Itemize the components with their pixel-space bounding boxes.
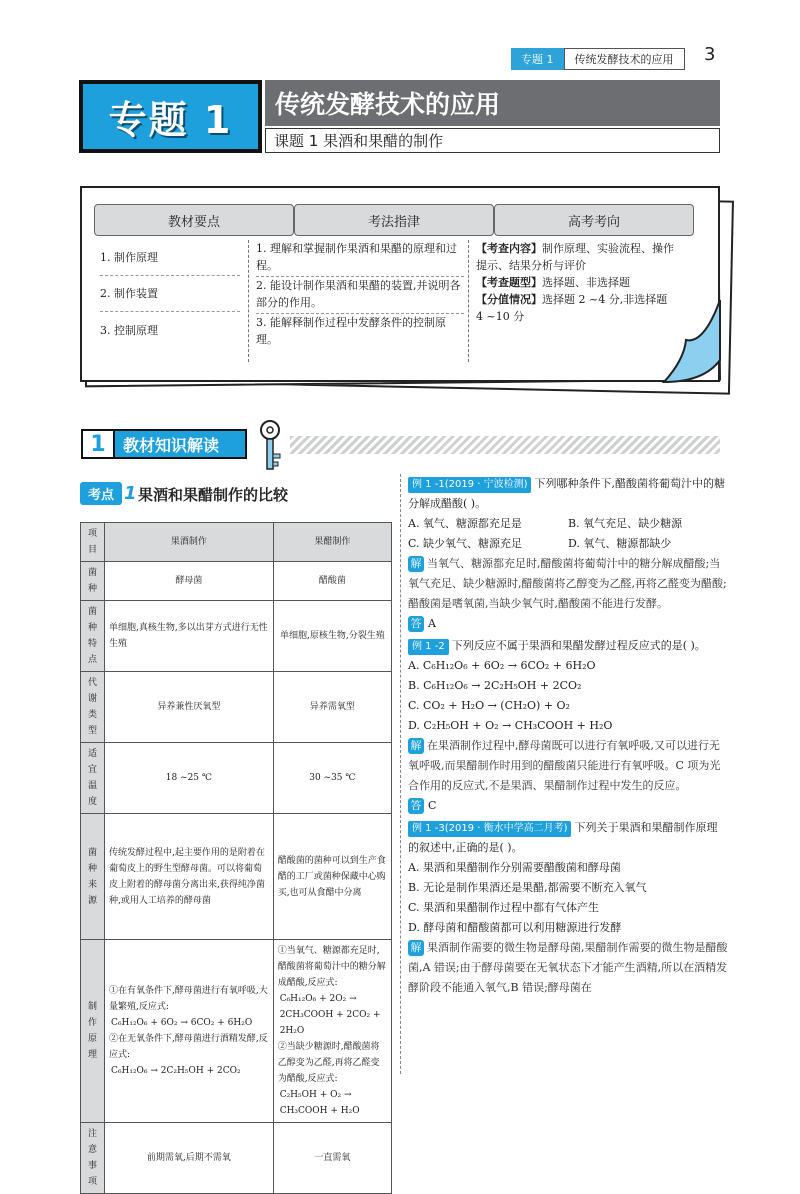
section-title: 教材知识解读: [123, 435, 220, 455]
kaodian-label: 考点: [80, 482, 122, 505]
overview-guide-item: 2. 能设计制作果酒和果醋的装置,并说明各部分的作用。: [256, 277, 464, 314]
table-row: 菌种 酵母菌 醋酸菌: [81, 562, 392, 601]
table-row: 菌种特点 单细胞,真核生物,多以出芽方式进行无性生殖 单细胞,原核生物,分裂生殖: [81, 601, 392, 672]
overview-exam: [476, 240, 676, 325]
kaodian-tag: [80, 482, 137, 504]
table-header: 项目: [81, 523, 105, 562]
explain-icon: 解: [408, 556, 424, 572]
overview-guide-item: 3. 能解释制作过程中发酵条件的控制原理。: [256, 316, 446, 346]
key-icon: [248, 418, 292, 472]
overview-header-exam: 高考考向: [494, 204, 694, 236]
example-tag: 例 1 -2: [408, 639, 449, 655]
example-explanation: 解 在果酒制作过程中,酵母菌既可以进行有氧呼吸,又可以进行无氧呼吸,而果醋制作时用到的醋酸菌只能进行有氧呼吸。C 项为光合作用的反应式,不是果酒、果醋制作过程中发生的反应。: [408, 739, 721, 792]
example-stem: 下列反应不属于果酒和果醋发酵过程反应式的是( )。: [451, 639, 706, 652]
chapter-block: [79, 80, 262, 153]
overview-point: 3. 控制原理: [100, 323, 158, 337]
examples-column: [408, 474, 728, 1000]
overview-point: 1. 制作原理: [100, 240, 240, 276]
table-row: 注意事项 前期需氧,后期不需氧 一直需氧: [81, 1123, 392, 1194]
overview-header: [94, 204, 694, 236]
table-row: 代谢类型 异养兼性厌氧型 异养需氧型: [81, 672, 392, 743]
overview-exam-item: 【考查内容】制作原理、实验流程、操作提示、结果分析与评价: [476, 242, 674, 272]
answer-icon: 答: [408, 616, 424, 632]
table-header-row: [81, 523, 392, 562]
example-1-3: 例 1 -3(2019 · 衡水中学高二月考) 下列关于果酒和果醋制作原理的叙述中,正确的是( )。 A. 果酒和果醋制作分别需要醋酸菌和酵母菌 B. 无论是制作果酒还是果醋,都需要不断充入氧气 C. 果酒和果醋制作过程中都有气体产生 D. 酵母菌和醋酸菌都可以利用糖源进行发酵 解 果酒制作需要的微生物是酵母菌,果醋制作需要的微生物是醋酸菌,A 错误;由于酵母菌要在无氧状态下才能产生酒精,所以在酒精发酵阶段不能通入氧气,B 错误;酵母菌在: [408, 818, 728, 998]
table-row-principle: 制作原理 ①在有氧条件下,酵母菌进行有氧呼吸,大量繁殖,反应式: C₆H₁₂O₆ + 6O₂ → 6CO₂ + 6H₂O ②在无氧条件下,酵母菌进行酒精发酵,反应式: C₆H₁₂O₆ → 2C₂H₅OH + 2CO₂ ①当氧气、糖源都充足时,醋酸菌将葡萄汁中的糖分解成醋酸,反应式: C₆H₁₂O₆ + 2O₂ → 2CH₃COOH + 2CO₂ + 2H₂O ②当缺少糖源时,醋酸菌将乙醇变为乙醛,再将乙醛变为醋酸,反应式: C₂H₅OH + O₂ → CH₃COOH + H₂O: [81, 940, 392, 1123]
overview-divider: [248, 240, 249, 362]
section-stripe: [290, 436, 720, 454]
kaodian-title: 果酒和果醋制作的比较: [138, 486, 289, 504]
example-stem: 下列关于果酒和果醋制作原理的叙述中,正确的是( )。: [408, 821, 718, 854]
example-1-1: 例 1 -1(2019 · 宁波检测) 下列哪种条件下,醋酸菌将葡萄汁中的糖分解成醋酸( )。 A. 氧气、糖源都充足是 B. 氧气充足、缺少糖源 C. 缺少氧气、糖源充足 D. 氧气、糖源都缺少 解 当氧气、糖源都充足时,醋酸菌将葡萄汁中的糖分解成醋酸;当氧气充足、缺少糖源时,醋酸菌将乙醇变为乙醛,再将乙醛变为醋酸;醋酸菌是嗜氧菌,当缺少氧气时,醋酸菌不能进行发酵。 答 A: [408, 474, 728, 634]
comparison-table: [80, 522, 392, 1194]
example-tag: 例 1 -1(2019 · 宁波检测): [408, 477, 531, 493]
chapter-number: 专题 1: [108, 98, 233, 142]
overview-guide-item: 1. 理解和掌握制作果酒和果醋的原理和过程。: [256, 240, 464, 277]
overview-point: 2. 制作装置: [100, 276, 240, 312]
example-answer: 答 A: [408, 614, 728, 634]
section-heading: [81, 429, 247, 459]
kaodian-number: 1: [124, 482, 137, 504]
overview-points: [100, 240, 240, 348]
page-number: 3: [704, 44, 716, 65]
column-divider: [400, 474, 401, 1074]
overview-guide: [256, 240, 464, 348]
explain-icon: 解: [408, 940, 424, 956]
example-explanation: 解 当氧气、糖源都充足时,醋酸菌将葡萄汁中的糖分解成醋酸;当氧气充足、缺少糖源时,醋酸菌将乙醇变为乙醛,再将乙醛变为醋酸;醋酸菌是嗜氧菌,当缺少氧气时,醋酸菌不能进行发酵。: [408, 557, 727, 610]
overview-exam-item: 【分值情况】选择题 2 ~4 分,非选择题 4 ~10 分: [476, 293, 668, 323]
example-explanation: 解 果酒制作需要的微生物是酵母菌,果醋制作需要的微生物是醋酸菌,A 错误;由于酵母菌要在无氧状态下才能产生酒精,所以在酒精发酵阶段不能通入氧气,B 错误;酵母菌在: [408, 941, 728, 994]
overview-header-guide: 考法指津: [294, 204, 494, 236]
chapter-title: 传统发酵技术的应用: [275, 90, 501, 119]
table-row: 适宜温度 18 ~25 ℃ 30 ~35 ℃: [81, 743, 392, 814]
table-header: 果酒制作: [105, 523, 274, 562]
table-header: 果醋制作: [273, 523, 391, 562]
running-header: [511, 48, 685, 70]
running-header-title: 传统发酵技术的应用: [564, 48, 685, 70]
example-stem: 下列哪种条件下,醋酸菌将葡萄汁中的糖分解成醋酸( )。: [408, 477, 725, 510]
example-tag: 例 1 -3(2019 · 衡水中学高二月考): [408, 821, 571, 837]
table-row: 菌种来源 传统发酵过程中,起主要作用的是附着在葡萄皮上的野生型酵母菌。可以将葡萄皮上附着的酵母菌分离出来,获得纯净菌种,或用人工培养的酵母菌 醋酸菌的菌种可以到生产食醋的工厂或菌种保藏中心购买,也可从食醋中分离: [81, 814, 392, 940]
chapter-title-bar: [265, 80, 720, 126]
explain-icon: 解: [408, 738, 424, 754]
example-1-2: 例 1 -2 下列反应不属于果酒和果醋发酵过程反应式的是( )。 A. C₆H₁₂O₆ + 6O₂ → 6CO₂ + 6H₂O B. C₆H₁₂O₆ → 2C₂H₅OH + 2CO₂ C. CO₂ + H₂O → (CH₂O) + O₂ D. C₂H₅OH + O₂ → CH₃COOH + H₂O 解 在果酒制作过程中,酵母菌既可以进行有氧呼吸,又可以进行无氧呼吸,而果醋制作时用到的醋酸菌只能进行有氧呼吸。C 项为光合作用的反应式,不是果酒、果醋制作过程中发生的反应。 答 C: [408, 636, 728, 816]
lesson-title: 课题 1 果酒和果醋的制作: [265, 128, 720, 153]
overview-exam-item: 【考查题型】选择题、非选择题: [476, 276, 630, 289]
answer-icon: 答: [408, 798, 424, 814]
overview-header-points: 教材要点: [94, 204, 294, 236]
example-answer: 答 C: [408, 796, 728, 816]
section-number: 1: [83, 431, 115, 457]
running-header-chapter: 专题 1: [511, 48, 564, 70]
overview-divider: [468, 240, 469, 362]
